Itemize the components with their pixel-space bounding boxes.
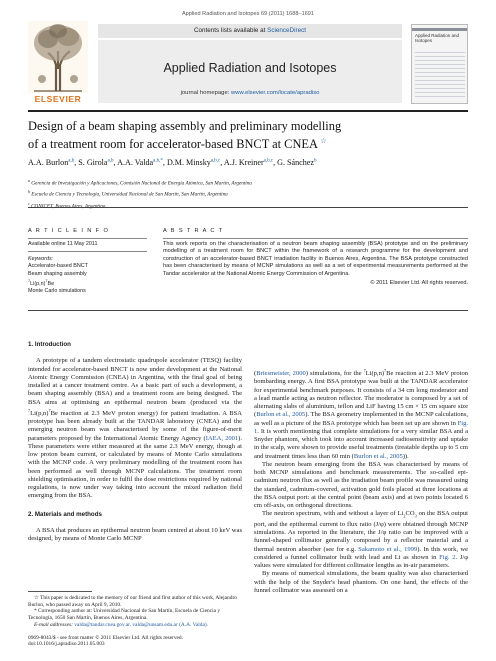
- corresponding-author-footnote: * Corresponding author at: Universidad Nacional de San Martín, Escuela de Ciencia y Tecnología, 1650 San Martín, Buenos Aires, Argentina.: [28, 608, 221, 622]
- article-info-rule: [28, 251, 147, 252]
- elsevier-tree-icon: [28, 21, 88, 93]
- methods-paragraph: The neutron spectrum, with and without a layer of $Li_2CO_3$ on the BSA output port, and the epithermal current to flux ratio (J/φ) were obtained through MCNP simulations. As reported in the literature, the J/φ ratio can be improved with a funnel-shaped collimator generally composed by a reflector material and a thermal neutron absorber (see for e.g. Sakamoto et al., 1999). In this work, we considered a funnel collimator built with lead and Li as shown in Fig. 2. J/φ values were simulated for different collimator lengths as in-air parameters.: [254, 510, 468, 570]
- abstract-heading: A B S T R A C T: [163, 228, 224, 234]
- abstract-rule: [163, 238, 468, 239]
- methods-paragraph: The neutron beam emerging from the BSA was characterised by means of both MCNP simulations and benchmark measurements. The so-called epi-cadmium neutron flux as well as the irradiation beam profile was measured using the standard, cadmium-covered, activation gold foils placed at three locations at the BSA output port: at the central point (beam axis) and at two points located 6 cm off-axis, on orthogonal directions.: [254, 460, 468, 510]
- cover-lines: [415, 49, 465, 97]
- author[interactable]: A.A. Valda$^{a,b,*}$,: [117, 158, 167, 167]
- elsevier-wordmark: ELSEVIER: [34, 94, 82, 104]
- email-link[interactable]: valda@tandar.cnea.gov.ar, valda@unsam.edu.ar (A.A. Valda).: [74, 621, 209, 628]
- body-rule: [28, 310, 468, 311]
- title-line-2: of a treatment room for accelerator-based BNCT at CNEA ☆: [28, 137, 327, 152]
- section-heading-methods: 2. Materials and methods: [28, 510, 102, 518]
- citation-link[interactable]: Burlon et al., 2005: [256, 411, 306, 419]
- footnote-rule: [28, 591, 92, 592]
- title-line-1: Design of a beam shaping assembly and preliminary modelling: [28, 119, 342, 133]
- figure-link[interactable]: Fig. 1: [254, 419, 468, 435]
- methods-paragraph: A BSA that produces an epithermal neutron beam centred at about 10 keV was designed, by means of Monte Carlo MCNP: [28, 526, 242, 543]
- footnotes: [28, 591, 242, 648]
- abstract: [163, 238, 468, 287]
- author[interactable]: D.M. Minsky$^{a,b,c}$,: [166, 158, 224, 167]
- doi-line[interactable]: doi:10.1016/j.apradiso.2011.05.003: [28, 641, 105, 648]
- article-info-heading: A R T I C L E I N F O: [28, 228, 110, 234]
- available-online: Available online 11 May 2011: [28, 241, 98, 247]
- elsevier-logo[interactable]: [28, 21, 88, 104]
- figure-link[interactable]: Fig. 2: [439, 553, 456, 561]
- dedication-footnote: ☆ This paper is dedicated to the memory of our friend and first author of this work, Alejandro Burlon, who passed away on April 9, 2010.: [28, 595, 237, 608]
- citation-link[interactable]: Burlon et al., 2005: [353, 452, 403, 460]
- homepage-prefix: journal homepage:: [180, 90, 230, 96]
- body-right-column: [254, 367, 468, 595]
- affiliation: $^c$ CONICET, Buenos Aires, Argentina: [28, 200, 106, 210]
- keyword[interactable]: Beam shaping assembly: [28, 270, 87, 277]
- author[interactable]: S. Girola$^{a,b}$,: [78, 158, 118, 167]
- email-footnote: E-mail addresses: valda@tandar.cnea.gov.ar, valda@unsam.edu.ar (A.A. Valda).: [34, 621, 209, 628]
- journal-title-box: [98, 40, 402, 103]
- contents-prefix: Contents lists available at: [193, 27, 266, 34]
- keyword[interactable]: $^7Li(p,n)^7Be$: [28, 278, 55, 287]
- cover-band: [412, 28, 467, 31]
- author[interactable]: A.J. Kreiner$^{a,b,c}$,: [223, 158, 278, 167]
- journal-title[interactable]: Applied Radiation and Isotopes: [163, 61, 337, 75]
- methods-paragraph: By means of numerical simulations, the beam quality was also characterised with the help of the Snyder's head phantom. On one hand, the effects of the funnel collimator was assessed on a: [254, 570, 468, 594]
- keyword[interactable]: Accelerator-based BNCT: [28, 263, 88, 270]
- methods-paragraph-cont: (Briesmeister, 2000) simulations, for the $^7Li(p,n)^7Be$ reaction at 2.3 MeV proton bombarding energy. A first BSA prototype was built at the TANDAR accelerator for experimental benchmark purposes. It consists of a 34 cm long moderator and a lead mantle acting as neutron reflector. The moderator is composed by a set of alternating slabs of aluminium, teflon and LiF having 15 cm × 15 cm square size (Burlon et al., 2005). The BSA geometry implemented in the MCNP calculations, as well as a picture of the BSA prototype which has been set up are shown in Fig. 1. It is worth mentioning that complete simulations for a very similar BSA and a Snyder phantom, which took into account increased radiosensitivity and uptake in the scalp, were shown to provide useful treatments (treatable depths up to 5 cm and treatment times less than 60 min (Burlon et al., 2005)).: [254, 368, 468, 460]
- masthead-rule: [28, 110, 468, 112]
- citation-link[interactable]: Briesmeister, 2000: [256, 370, 306, 378]
- affiliation: $^b$ Escuela de Ciencia y Tecnología, Universidad Nacional de San Martín, San Martín, Argentina: [28, 189, 228, 199]
- affiliation: $^a$ Gerencia de Investigación y Aplicaciones, Comisión Nacional de Energía Atómica, San Martín, Argentina: [28, 178, 252, 187]
- citation-link[interactable]: IAEA, 2001: [205, 434, 239, 442]
- abstract-text: This work reports on the characterisation of a neutron beam shaping assembly (BSA) prototype and on the preliminary modelling of a treatment room for BNCT within the framework of a research programme for the development and construction of an accelerator-based BNCT irradiation facility in Buenos Aires, Argentina. The BSA prototype constructed has been characterised by means of MCNP simulations as well as a set of experimental measurements performed at the Tandar accelerator at the National Atomic Energy Commission of Argentina.: [163, 241, 468, 277]
- contents-bar: [98, 24, 402, 38]
- keyword[interactable]: Monte Carlo simulations: [28, 287, 86, 294]
- author[interactable]: A.A. Burlon$^{a,b}$,: [28, 158, 79, 167]
- abstract-copyright: © 2011 Elsevier Ltd. All rights reserved.: [370, 280, 468, 287]
- article-info: [28, 238, 147, 295]
- journal-cover-thumbnail[interactable]: [411, 24, 468, 104]
- journal-masthead: [28, 21, 468, 111]
- citation-link[interactable]: Sakamoto et al., 1999: [358, 545, 418, 553]
- header-rule: [28, 207, 468, 208]
- title-footnote-mark[interactable]: ☆: [320, 137, 327, 146]
- sciencedirect-link[interactable]: ScienceDirect: [267, 27, 306, 34]
- section-heading-introduction: 1. Introduction: [28, 341, 71, 348]
- running-header: Applied Radiation and Isotopes 69 (2011) 1688–1691: [181, 11, 315, 17]
- article-info-rule: [28, 238, 147, 239]
- keywords-heading: Keywords:: [28, 256, 54, 263]
- article-title: [28, 119, 458, 153]
- author-list: [28, 158, 468, 167]
- cover-title: Applied Radiation and Isotopes: [415, 33, 460, 43]
- issn-line: 0969-8043/$ - see front matter © 2011 Elsevier Ltd. All rights reserved.: [28, 634, 183, 641]
- body-left-column: [28, 341, 242, 543]
- author[interactable]: G. Sánchez$^b$: [277, 158, 317, 167]
- homepage-link[interactable]: www.elsevier.com/locate/apradiso: [231, 90, 320, 96]
- journal-homepage: [98, 90, 402, 96]
- intro-paragraph: A prototype of a tandem electrostatic quadrupole accelerator (TESQ) facility intended for accelerator-based BNCT is now under development at the National Atomic Energy Commission (CNEA) in Argentina, with the final goal of being installed at a cancer treatment centre. As a basic part of such a development, a beam shaping assembly (BSA) and a treatment room are being designed. The BSA aims at optimising an epithermal neutron beam (produced via the $^7Li(p,n)^7Be$ reaction at 2.3 MeV proton energy) for patient irradiation. A BSA prototype has been already built at the TANDAR laboratory (CNEA) and the emerging neutron beam was characterised by some of the figure-of-merit parameters proposed by the International Atomic Energy Agency (IAEA, 2001). These parameters were either measured at the same 2.3 MeV energy, though at low proton beam current, or calculated by means of Monte Carlo simulations with the MCNP code. A very preliminary modelling of the treatment room has been performed as well through MCNP calculations. The treatment room shielding optimisation, in order to fulfil the dose restrictions required by national regulations, is now under way taking into account the mixed radiation field emerging from the BSA.: [28, 357, 242, 500]
- affiliations: [28, 177, 468, 211]
